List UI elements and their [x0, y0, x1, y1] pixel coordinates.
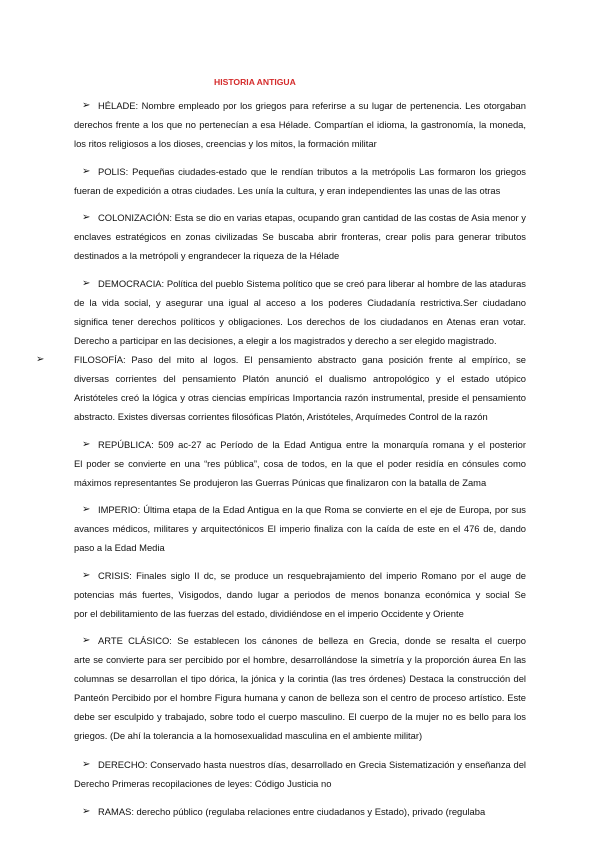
term-line: arte se convierte para ser percibido por el hombre, desarrollándose la simetría y la proporción áurea En las	[74, 654, 526, 665]
term-entry	[74, 755, 526, 793]
bullet-arrow-icon: ➢	[36, 354, 45, 365]
term-line: RAMAS: derecho público (regulaba relaciones entre ciudadanos y Estado), privado (regulaba	[98, 806, 486, 817]
bullet-arrow-icon: ➢	[82, 635, 91, 646]
term-line: destinados a la metrópoli y engrandecer la riqueza de la Hélade	[74, 250, 340, 261]
bullet-arrow-icon: ➢	[82, 278, 91, 289]
term-line: DEMOCRACIA: Política del pueblo Sistema político que se creó para liberar al hombre de las ataduras	[98, 278, 526, 289]
term-line: Derecho a participar en las decisiones, a elegir a los magistrados y derecho a ser elegido magistrado.	[74, 335, 497, 346]
term-line: FILOSOFÍA: Paso del mito al logos. El pensamiento abstracto gana posición frente al empírico, se	[74, 354, 526, 365]
term-line: columnas se desarrollan el tipo dórica, la jónica y la corintia (las tres órdenes) Destaca la construcción del	[74, 673, 526, 684]
term-line: potencias más fuertes, Visigodos, dando lugar a periodos de menos bonanza económica y social Se	[74, 589, 526, 600]
term-line: CRISIS: Finales siglo II dc, se produce un resquebrajamiento del imperio Romano por el auge de	[98, 570, 526, 581]
term-entry	[74, 802, 526, 821]
term-entry	[74, 631, 526, 745]
term-line: Derecho Primeras recopilaciones de leyes: Código Justicia no	[74, 778, 332, 789]
bullet-arrow-icon: ➢	[82, 439, 91, 450]
bullet-arrow-icon: ➢	[82, 806, 91, 817]
term-line: de la vida social, y asegurar una igual al acceso a los poderes Ciudadanía restrictiva.Ser ciudadano	[74, 297, 526, 308]
term-entry	[74, 274, 526, 350]
term-line: POLIS: Pequeñas ciudades-estado que le rendían tributos a la metrópolis Las formaron los griegos	[98, 166, 526, 177]
term-line: fueran de expedición a otras ciudades. Les unía la cultura, y eran independientes las unas de las otras	[74, 185, 501, 196]
bullet-arrow-icon: ➢	[82, 212, 91, 223]
bullet-arrow-icon: ➢	[82, 100, 91, 111]
term-entry	[74, 208, 526, 265]
bullet-arrow-icon: ➢	[82, 570, 91, 581]
term-entry	[74, 566, 526, 623]
term-line: abstracto. Existes diversas corrientes filosóficas Platón, Aristóteles, Arquímedes Control de la razón	[74, 411, 488, 422]
term-line: Aristóteles creó la lógica y otras ciencias empíricas Importancia razón instrumental, preside el pensamiento	[74, 392, 526, 403]
term-line: Panteón Percibido por el hombre Figura humana y canon de belleza son el centro de proceso artístico. Este	[74, 692, 526, 703]
term-line: derechos frente a los que no pertenecían a esa Hélade. Compartían el idioma, la gastronomía, la moneda,	[74, 119, 526, 130]
term-line: REPÚBLICA: 509 ac-27 ac Período de la Edad Antigua entre la monarquía romana y el posterior	[98, 439, 526, 450]
term-line: máximos representantes Se produjeron las Guerras Púnicas que finalizaron con la batalla de Zama	[74, 477, 487, 488]
term-line: COLONIZACIÓN: Esta se dio en varias etapas, ocupando gran cantidad de las costas de Asia menor y	[98, 212, 526, 223]
document-title: HISTORIA ANTIGUA	[214, 77, 296, 87]
term-line: ARTE CLÁSICO: Se establecen los cánones de belleza en Grecia, donde se resalta el cuerpo	[98, 635, 526, 646]
bullet-arrow-icon: ➢	[82, 504, 91, 515]
term-line: HÉLADE: Nombre empleado por los griegos para referirse a su lugar de pertenencia. Les otorgaban	[98, 100, 526, 111]
bullet-arrow-icon: ➢	[82, 759, 91, 770]
term-line: paso a la Edad Media	[74, 542, 165, 553]
term-line: debe ser esculpido y trabajado, sobre todo el cuerpo masculino. El cuerpo de la mujer no es bello para los	[74, 711, 526, 722]
term-entry	[74, 435, 526, 492]
term-entry	[36, 350, 526, 426]
term-entry	[74, 500, 526, 557]
term-line: significa tener derechos políticos y obligaciones. Los derechos de los ciudadanos en Atenas eran votar.	[74, 316, 526, 327]
term-line: DERECHO: Conservado hasta nuestros días, desarrollado en Grecia Sistematización y enseñanza del	[98, 759, 526, 770]
term-entry	[74, 162, 526, 200]
term-line: por el debilitamiento de las fuerzas del estado, dividiéndose en el imperio Occidente y Oriente	[74, 608, 464, 619]
term-line: avances médicos, militares y arquitectónicos El imperio finaliza con la caída de este en el 476 de, dando	[74, 523, 526, 534]
term-line: griegos. (De ahí la tolerancia a la homosexualidad masculina en el ambiente militar)	[74, 730, 423, 741]
term-entry	[74, 96, 526, 153]
term-line: IMPERIO: Última etapa de la Edad Antigua en la que Roma se convierte en el eje de Europa, por sus	[98, 504, 526, 515]
term-line: El poder se convierte en una “res pública”, cosa de todos, en la que el poder residía en cónsules como	[74, 458, 526, 469]
bullet-arrow-icon: ➢	[82, 166, 91, 177]
term-line: enclaves estratégicos en zonas civilizadas Se buscaba abrir fronteras, crear polis para generar tributos	[74, 231, 526, 242]
term-line: los ritos religiosos a los dioses, creencias y los mitos, la formación militar	[74, 138, 377, 149]
term-line: diversas corrientes del pensamiento Platón anunció el dualismo antropológico y el estado utópico	[74, 373, 526, 384]
